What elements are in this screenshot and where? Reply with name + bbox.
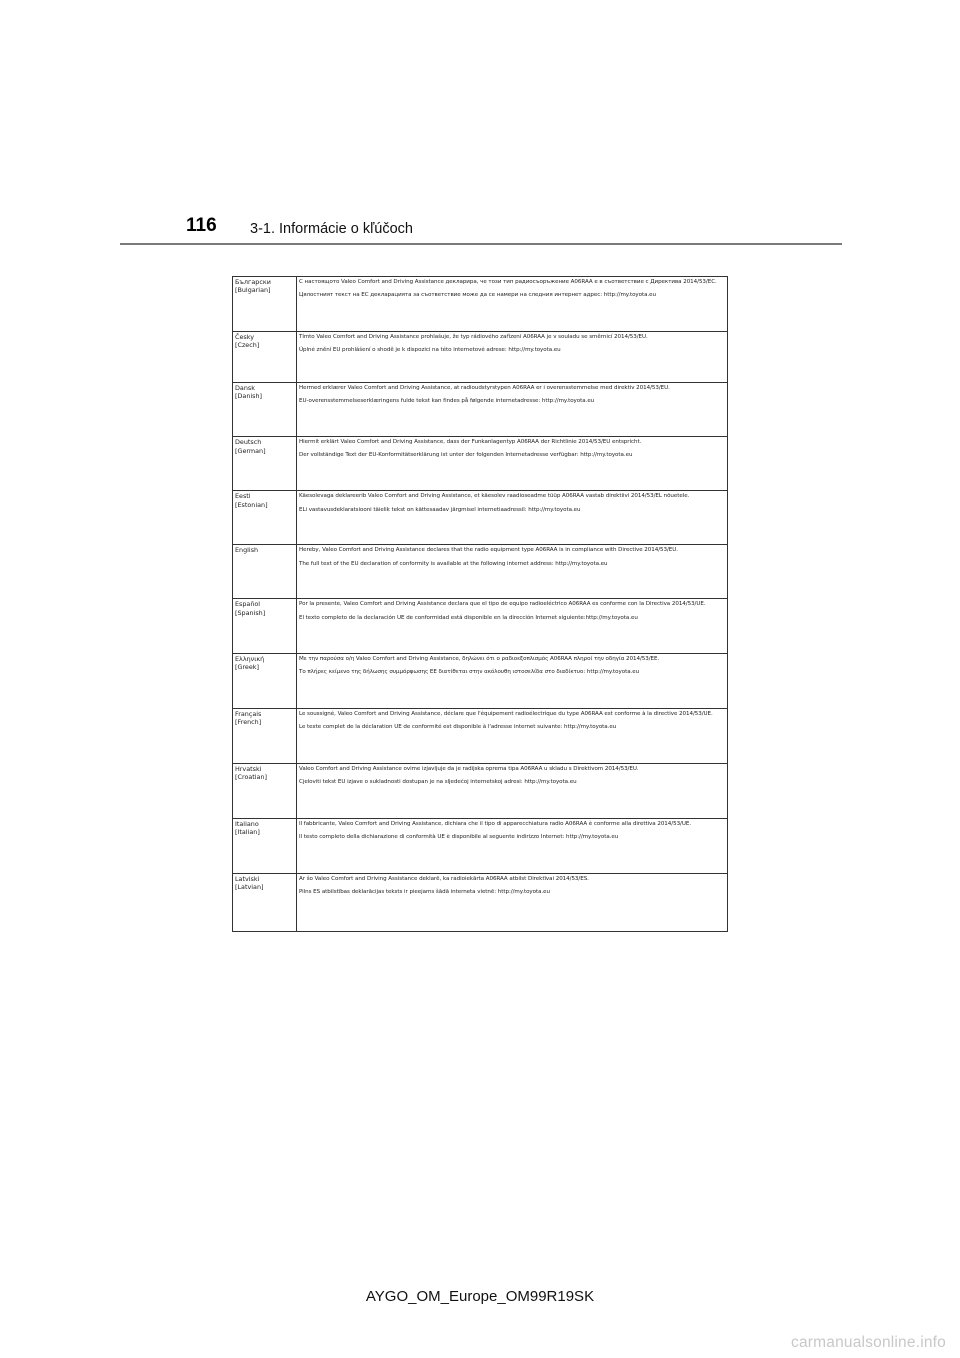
language-cell: English [233, 545, 297, 599]
declaration-text-cell: Hereby, Valeo Comfort and Driving Assistance declares that the radio equipment type A06RAA is in compliance with Directive 2014/53/EU. The full text of the EU declaration of conformity is available at the following internet address: http://my.toyota.eu [297, 545, 728, 599]
table-row [233, 873, 728, 931]
declaration-text-cell: Valeo Comfort and Driving Assistance ovime izjavljuje da je radijska oprema tipa A06RAA u skladu s Direktivom 2014/53/EU. Cjeloviti tekst EU izjave o sukladnosti dostupan je na sljedećoj internetskoj adresi: http://my.toyota.eu [297, 763, 728, 818]
declaration-text-cell: Hermed erklærer Valeo Comfort and Driving Assistance, at radioudstyrstypen A06RAA er i overensstemmelse med direktiv 2014/53/EU. EU-overensstemmelseserklæringens fulde tekst kan findes på følgende internetadresse: http://my.toyota.eu [297, 383, 728, 437]
language-cell: Español [Spanish] [233, 599, 297, 653]
table-row [233, 277, 728, 332]
language-cell: Français [French] [233, 708, 297, 763]
page-number: 116 [186, 215, 217, 236]
table-row [233, 653, 728, 708]
declaration-text-cell: С настоящото Valeo Comfort and Driving Assistance декларира, че този тип радиосъоръжение A06RAA е в съответствие с Директива 2014/53/ЕС. Цялостният текст на ЕС декларацията за съответствие може да се намери на следния интернет адрес: http://my.toyota.eu [297, 277, 728, 332]
declaration-text-cell: Por la presente, Valeo Comfort and Driving Assistance declara que el tipo de equipo radioeléctrico A06RAA es conforme con la Directiva 2014/53/UE. El texto completo de la declaración UE de conformidad está disponible en la dirección Internet siguiente:http://my.toyota.eu [297, 599, 728, 653]
table-row [233, 332, 728, 383]
table-row [233, 708, 728, 763]
declaration-text-cell: Le soussigné, Valeo Comfort and Driving Assistance, déclare que l'équipement radioélectrique du type A06RAA est conforme à la directive 2014/53/UE. Le texte complet de la déclaration UE de conformité est disponible à l'adresse internet suivante: http://my.toyota.eu [297, 708, 728, 763]
language-cell: Deutsch [German] [233, 437, 297, 491]
table-row [233, 599, 728, 653]
table-row [233, 437, 728, 491]
watermark: carmanualsonline.info [791, 1334, 946, 1351]
language-cell: Ελληνική [Greek] [233, 653, 297, 708]
header-divider [120, 243, 842, 245]
declaration-table [232, 276, 728, 932]
document-code-footer: AYGO_OM_Europe_OM99R19SK [365, 1288, 595, 1305]
language-cell: Eesti [Estonian] [233, 491, 297, 545]
language-cell: Česky [Czech] [233, 332, 297, 383]
table-row [233, 763, 728, 818]
declaration-text-cell: Ar šo Valeo Comfort and Driving Assistance deklarē, ka radioiekārta A06RAA atbilst Direktīvai 2014/53/ES. Pilns ES atbilstības deklarācijas teksts ir pieejams šādā interneta vietnē: http://my.toyota.eu [297, 873, 728, 931]
declaration-text-cell: Il fabbricante, Valeo Comfort and Driving Assistance, dichiara che il tipo di apparecchiatura radio A06RAA è conforme alla direttiva 2014/53/UE. Il testo completo della dichiarazione di conformità UE è disponibile al seguente indirizzo Internet: http://my.toyota.eu [297, 818, 728, 873]
language-cell: Български [Bulgarian] [233, 277, 297, 332]
table-row [233, 383, 728, 437]
table-row [233, 818, 728, 873]
declaration-text-cell: Με την παρούσα ο/η Valeo Comfort and Driving Assistance, δηλώνει ότι ο ραδιοεξοπλισμός A06RAA πληροί την οδηγία 2014/53/ΕΕ. Το πλήρες κείμενο της δήλωσης συμμόρφωσης ΕΕ διατίθεται στην ακόλουθη ιστοσελίδα στο διαδίκτυο: http://my.toyota.eu [297, 653, 728, 708]
language-cell: Italiano [Italian] [233, 818, 297, 873]
table-row [233, 545, 728, 599]
language-cell: Dansk [Danish] [233, 383, 297, 437]
declaration-text-cell: Käesolevaga deklareerib Valeo Comfort and Driving Assistance, et käesolev raadioseadme tüüp A06RAA vastab direktiivi 2014/53/EL nõuetele. ELi vastavusdeklaratsiooni täielik tekst on kättesaadav järgmisel internetiaadressil: http://my.toyota.eu [297, 491, 728, 545]
table-row [233, 491, 728, 545]
declaration-text-cell: Hiermit erklärt Valeo Comfort and Driving Assistance, dass der Funkanlagentyp A06RAA der Richtlinie 2014/53/EU entspricht. Der vollständige Text der EU-Konformitätserklärung ist unter der folgenden Internetadresse verfügbar: http://my.toyota.eu [297, 437, 728, 491]
language-cell: Hrvatski [Croatian] [233, 763, 297, 818]
declaration-text-cell: Tímto Valeo Comfort and Driving Assistance prohlašuje, že typ rádiového zařízení A06RAA je v souladu se směrnicí 2014/53/EU. Úplné znění EU prohlášení o shodě je k dispozici na této internetové adrese: http://my.toyota.eu [297, 332, 728, 383]
section-title: 3-1. Informácie o kľúčoch [250, 221, 413, 237]
language-cell: Latviski [Latvian] [233, 873, 297, 931]
